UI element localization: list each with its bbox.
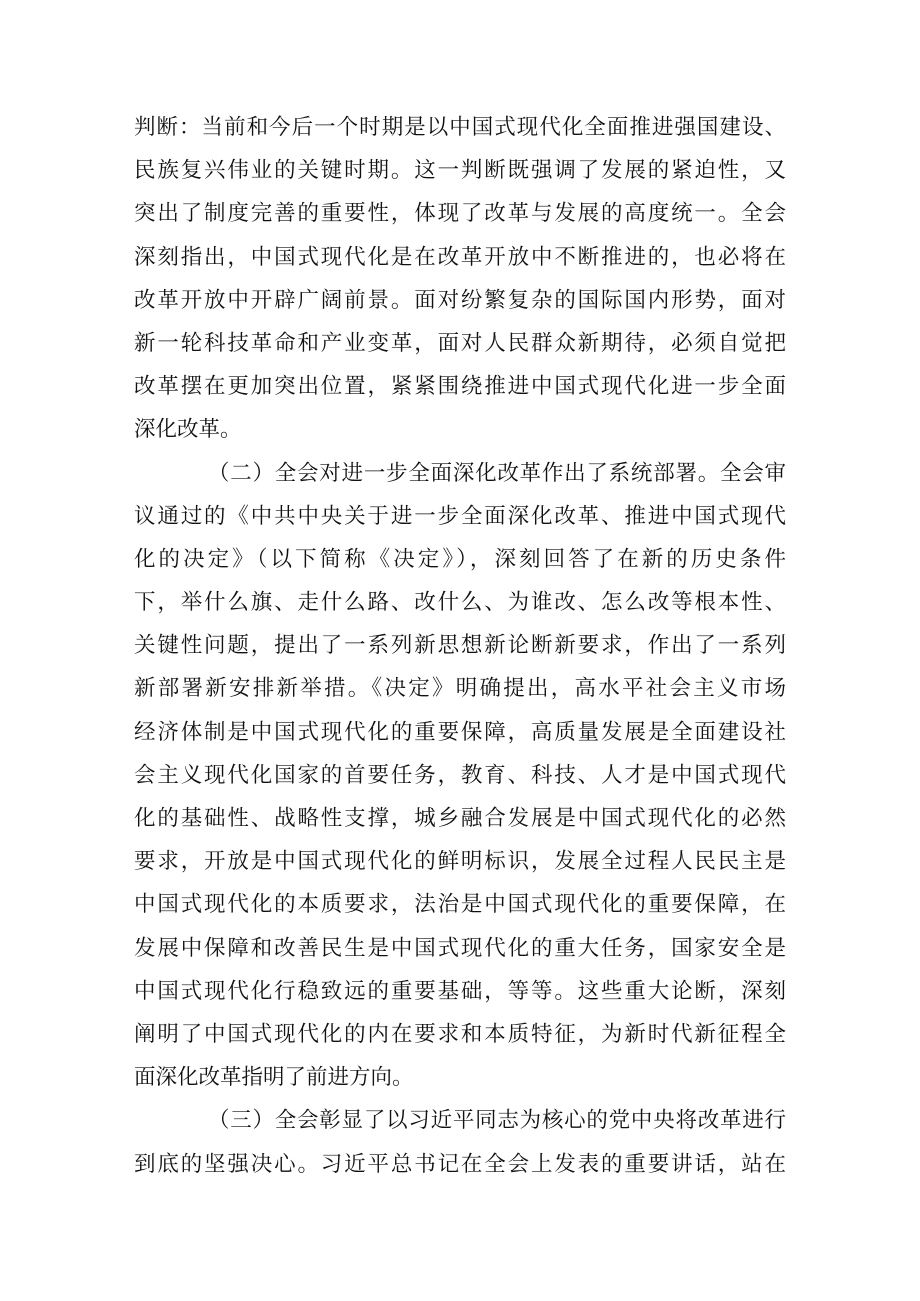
text-line: 深刻指出，中国式现代化是在改革开放中不断推进的，也必将在	[134, 244, 786, 270]
text-line: 改革开放中开辟广阔前景。面对纷繁复杂的国际国内形势，面对	[134, 287, 786, 313]
text-line: 关键性问题，提出了一系列新思想新论断新要求，作出了一系列	[134, 633, 786, 659]
text-line: 新部署新安排新举措。《决定》明确提出，高水平社会主义市场	[134, 676, 786, 702]
text-line: 到底的坚强决心。习近平总书记在全会上发表的重要讲话，站在	[134, 1151, 786, 1177]
text-line: 中国式现代化的本质要求，法治是中国式现代化的重要保障，在	[134, 892, 786, 918]
text-line: 化的决定》（以下简称《决定》），深刻回答了在新的历史条件	[134, 546, 786, 572]
text-line: 阐明了中国式现代化的内在要求和本质特征，为新时代新征程全	[134, 1021, 786, 1047]
text-line: 突出了制度完善的重要性，体现了改革与发展的高度统一。全会	[134, 201, 786, 227]
text-line: 下，举什么旗、走什么路、改什么、为谁改、怎么改等根本性、	[134, 590, 786, 616]
text-line: 发展中保障和改善民生是中国式现代化的重大任务，国家安全是	[134, 935, 786, 961]
text-line: 议通过的《中共中央关于进一步全面深化改革、推进中国式现代	[134, 503, 786, 529]
paragraph-last-line: 深化改革。	[134, 417, 242, 443]
text-line: 化的基础性、战略性支撑，城乡融合发展是中国式现代化的必然	[134, 806, 786, 831]
text-line: 判断：当前和今后一个时期是以中国式现代化全面推进强国建设、	[134, 115, 786, 140]
text-line: 要求，开放是中国式现代化的鲜明标识，发展全过程人民民主是	[134, 849, 786, 875]
text-line: 会主义现代化国家的首要任务，教育、科技、人才是中国式现代	[134, 762, 786, 788]
paragraph-first-line: （二）全会对进一步全面深化改革作出了系统部署。全会审	[208, 460, 786, 486]
paragraph-first-line: （三）全会彰显了以习近平同志为核心的党中央将改革进行	[208, 1108, 786, 1134]
paragraph-last-line: 面深化改革指明了前进方向。	[134, 1065, 414, 1091]
text-line: 中国式现代化行稳致远的重要基础，等等。这些重大论断，深刻	[134, 978, 786, 1004]
body-text	[134, 106, 786, 1186]
text-line: 经济体制是中国式现代化的重要保障，高质量发展是全面建设社	[134, 719, 786, 745]
text-line: 新一轮科技革命和产业变革，面对人民群众新期待，必须自觉把	[134, 330, 786, 356]
text-line: 民族复兴伟业的关键时期。这一判断既强调了发展的紧迫性，又	[134, 158, 786, 184]
text-line: 改革摆在更加突出位置，紧紧围绕推进中国式现代化进一步全面	[134, 374, 786, 400]
